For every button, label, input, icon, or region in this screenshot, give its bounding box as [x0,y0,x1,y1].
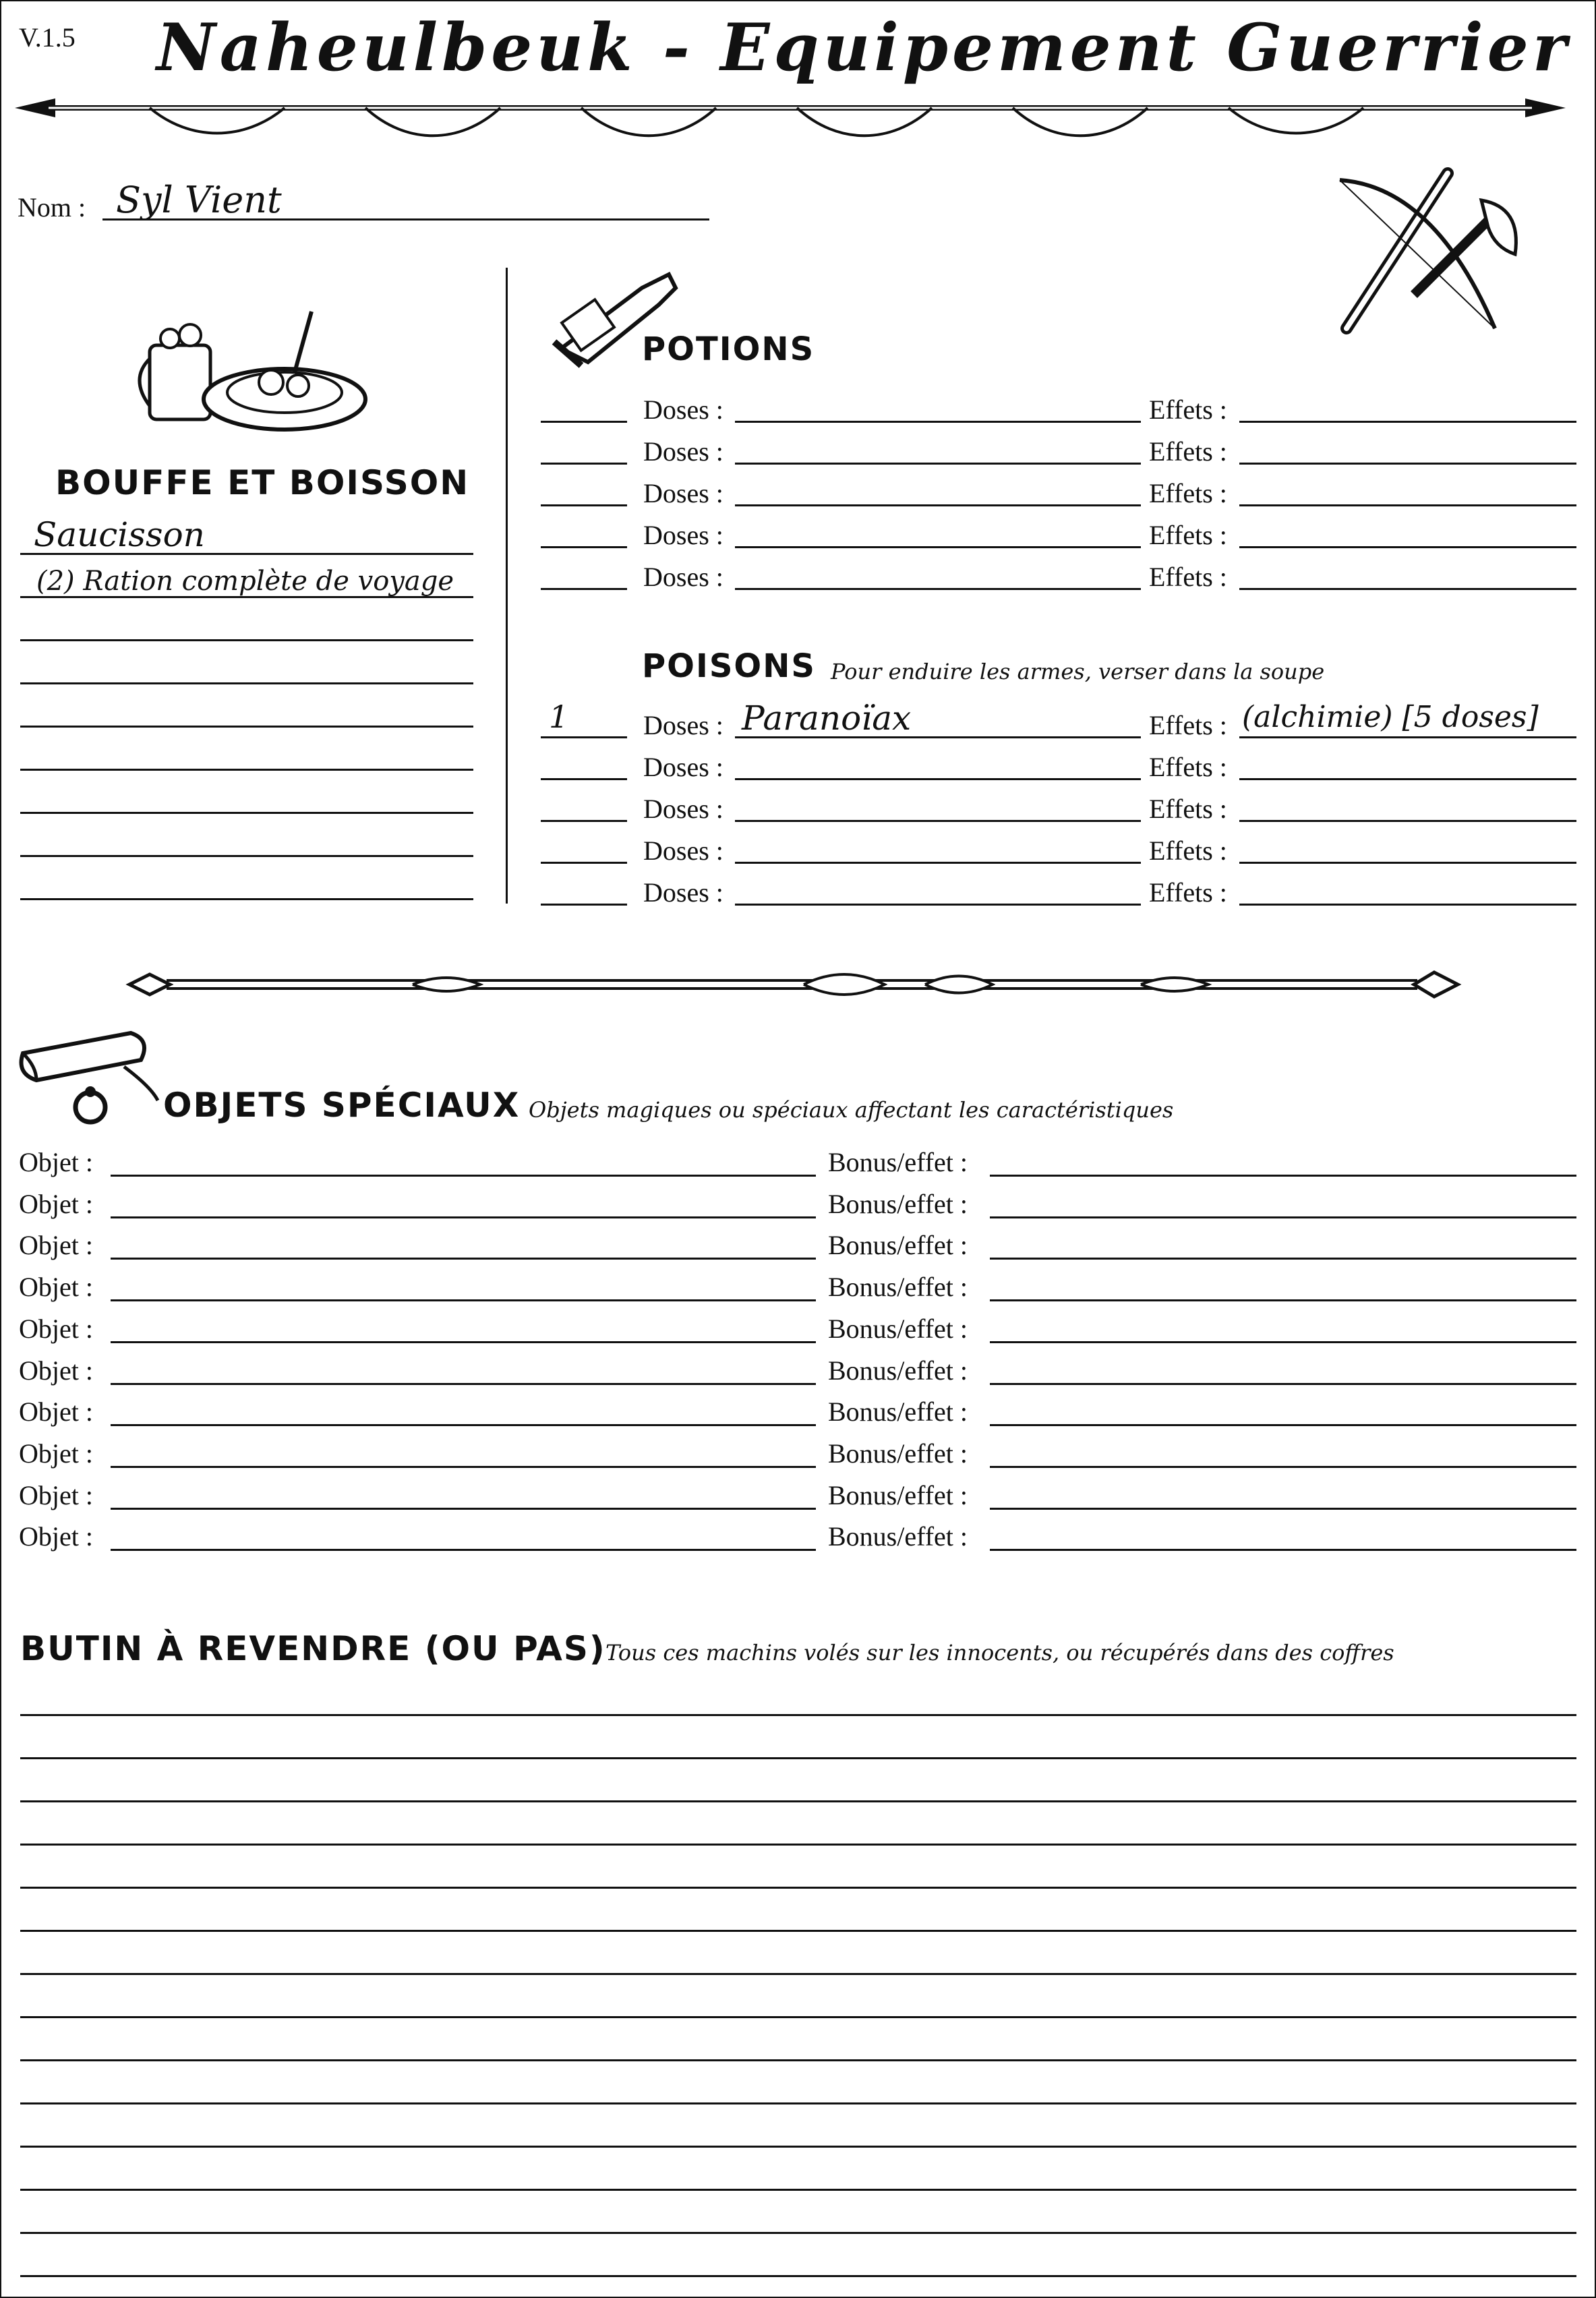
version-label: V.1.5 [19,22,76,53]
food-line [20,682,473,684]
potion-effects-label: Effets : [1149,436,1227,467]
crossed-weapons-icon [1333,160,1529,335]
object-line [111,1299,816,1301]
potion-qty-line [541,588,627,590]
staff-divider-icon [129,964,1458,1005]
potion-effects-line [1239,546,1576,548]
potion-effects-line [1239,421,1576,423]
bonus-label: Bonus/effet : [828,1438,968,1469]
loot-line [20,2059,1576,2061]
poison-effects-line [1239,904,1576,906]
poison-qty-line [541,736,627,738]
potion-effects-label: Effets : [1149,520,1227,550]
food-item[interactable]: Saucisson [34,515,205,554]
object-line [111,1549,816,1551]
loot-line [20,2232,1576,2234]
bonus-line [990,1175,1576,1177]
object-label: Objet : [19,1189,93,1219]
food-line [20,812,473,814]
name-underline [102,218,709,220]
loot-line [20,1757,1576,1759]
poisons-heading: POISONS [642,647,816,685]
bonus-label: Bonus/effet : [828,1521,968,1552]
poison-qty[interactable]: 1 [549,699,569,735]
poisons-subtitle: Pour enduire les armes, verser dans la soupe [831,659,1325,684]
object-label: Objet : [19,1314,93,1344]
food-tankard-icon [143,298,372,440]
special-heading: OBJETS SPÉCIAUX [163,1086,521,1125]
potion-effects-label: Effets : [1149,478,1227,508]
scroll-ring-icon [16,1026,158,1127]
potion-effects-line [1239,504,1576,506]
bonus-label: Bonus/effet : [828,1230,968,1260]
object-line [111,1175,816,1177]
poison-doses-label: Doses : [643,835,723,866]
loot-line [20,1800,1576,1802]
poison-effects-field[interactable]: (alchimie) [5 doses] [1242,700,1539,734]
potions-heading: POTIONS [642,330,815,368]
food-item[interactable]: (2) Ration complète de voyage [36,566,454,597]
poison-qty-line [541,820,627,822]
potion-doses-line [735,546,1141,548]
poison-doses-label: Doses : [643,752,723,782]
poison-doses-line [735,904,1141,906]
name-field[interactable]: Syl Vient [116,179,282,221]
loot-line [20,2102,1576,2104]
object-line [111,1258,816,1260]
potion-qty-line [541,463,627,465]
potion-doses-label: Doses : [643,562,723,592]
loot-line [20,2189,1576,2191]
object-label: Objet : [19,1438,93,1469]
object-line [111,1341,816,1343]
poison-effects-label: Effets : [1149,752,1227,782]
column-divider [506,268,508,904]
bonus-line [990,1466,1576,1468]
object-line [111,1216,816,1218]
object-label: Objet : [19,1147,93,1177]
loot-line [20,1887,1576,1889]
potion-qty-line [541,546,627,548]
object-line [111,1466,816,1468]
loot-line [20,1973,1576,1975]
potion-effects-line [1239,588,1576,590]
poison-doses-label: Doses : [643,710,723,740]
loot-heading: BUTIN À REVENDRE (OU PAS) [20,1629,606,1668]
loot-subtitle: Tous ces machins volés sur les innocents, ou récupérés dans des coffres [605,1640,1394,1666]
potion-doses-label: Doses : [643,520,723,550]
bonus-line [990,1216,1576,1218]
potion-effects-label: Effets : [1149,562,1227,592]
poison-doses-label: Doses : [643,794,723,824]
object-label: Objet : [19,1521,93,1552]
potion-doses-line [735,421,1141,423]
object-line [111,1424,816,1426]
poison-effects-line [1239,736,1576,738]
poison-qty-line [541,862,627,864]
spear-divider-icon [15,88,1566,155]
potion-doses-label: Doses : [643,478,723,508]
poison-doses-field[interactable]: Paranoïax [742,699,912,738]
food-heading: BOUFFE ET BOISSON [55,463,470,502]
loot-line [20,1930,1576,1932]
poison-effects-label: Effets : [1149,877,1227,908]
poison-effects-line [1239,820,1576,822]
bonus-line [990,1341,1576,1343]
object-label: Objet : [19,1355,93,1386]
bonus-label: Bonus/effet : [828,1480,968,1510]
poison-effects-label: Effets : [1149,835,1227,866]
poison-effects-label: Effets : [1149,794,1227,824]
object-label: Objet : [19,1480,93,1510]
loot-line [20,1844,1576,1846]
potion-qty-line [541,421,627,423]
potion-doses-label: Doses : [643,436,723,467]
object-label: Objet : [19,1272,93,1302]
poison-effects-line [1239,862,1576,864]
bonus-line [990,1424,1576,1426]
poison-effects-line [1239,778,1576,780]
page-title: Naheulbeuk - Equipement Guerrier [156,9,1571,86]
potion-effects-label: Effets : [1149,394,1227,425]
food-line [20,726,473,728]
bonus-line [990,1383,1576,1385]
poison-doses-line [735,820,1141,822]
bonus-line [990,1549,1576,1551]
poison-qty-line [541,904,627,906]
potion-effects-line [1239,463,1576,465]
poison-doses-line [735,862,1141,864]
potion-qty-line [541,504,627,506]
bonus-label: Bonus/effet : [828,1272,968,1302]
bonus-line [990,1299,1576,1301]
food-line [20,769,473,771]
potion-doses-line [735,588,1141,590]
special-subtitle: Objets magiques ou spéciaux affectant les caractéristiques [529,1097,1174,1123]
loot-line [20,2146,1576,2148]
potion-doses-line [735,463,1141,465]
bonus-label: Bonus/effet : [828,1147,968,1177]
potion-doses-label: Doses : [643,394,723,425]
name-label: Nom : [18,192,86,223]
bonus-label: Bonus/effet : [828,1355,968,1386]
food-line [20,639,473,641]
loot-line [20,2275,1576,2277]
object-line [111,1508,816,1510]
poison-qty-line [541,778,627,780]
poison-doses-line [735,778,1141,780]
bonus-label: Bonus/effet : [828,1314,968,1344]
food-line [20,898,473,900]
bonus-label: Bonus/effet : [828,1189,968,1219]
potion-doses-line [735,504,1141,506]
poison-effects-label: Effets : [1149,710,1227,740]
bonus-line [990,1508,1576,1510]
food-line [20,855,473,857]
object-label: Objet : [19,1396,93,1427]
poison-doses-label: Doses : [643,877,723,908]
object-label: Objet : [19,1230,93,1260]
bonus-label: Bonus/effet : [828,1396,968,1427]
bonus-line [990,1258,1576,1260]
loot-line [20,2016,1576,2018]
object-line [111,1383,816,1385]
loot-line [20,1714,1576,1716]
